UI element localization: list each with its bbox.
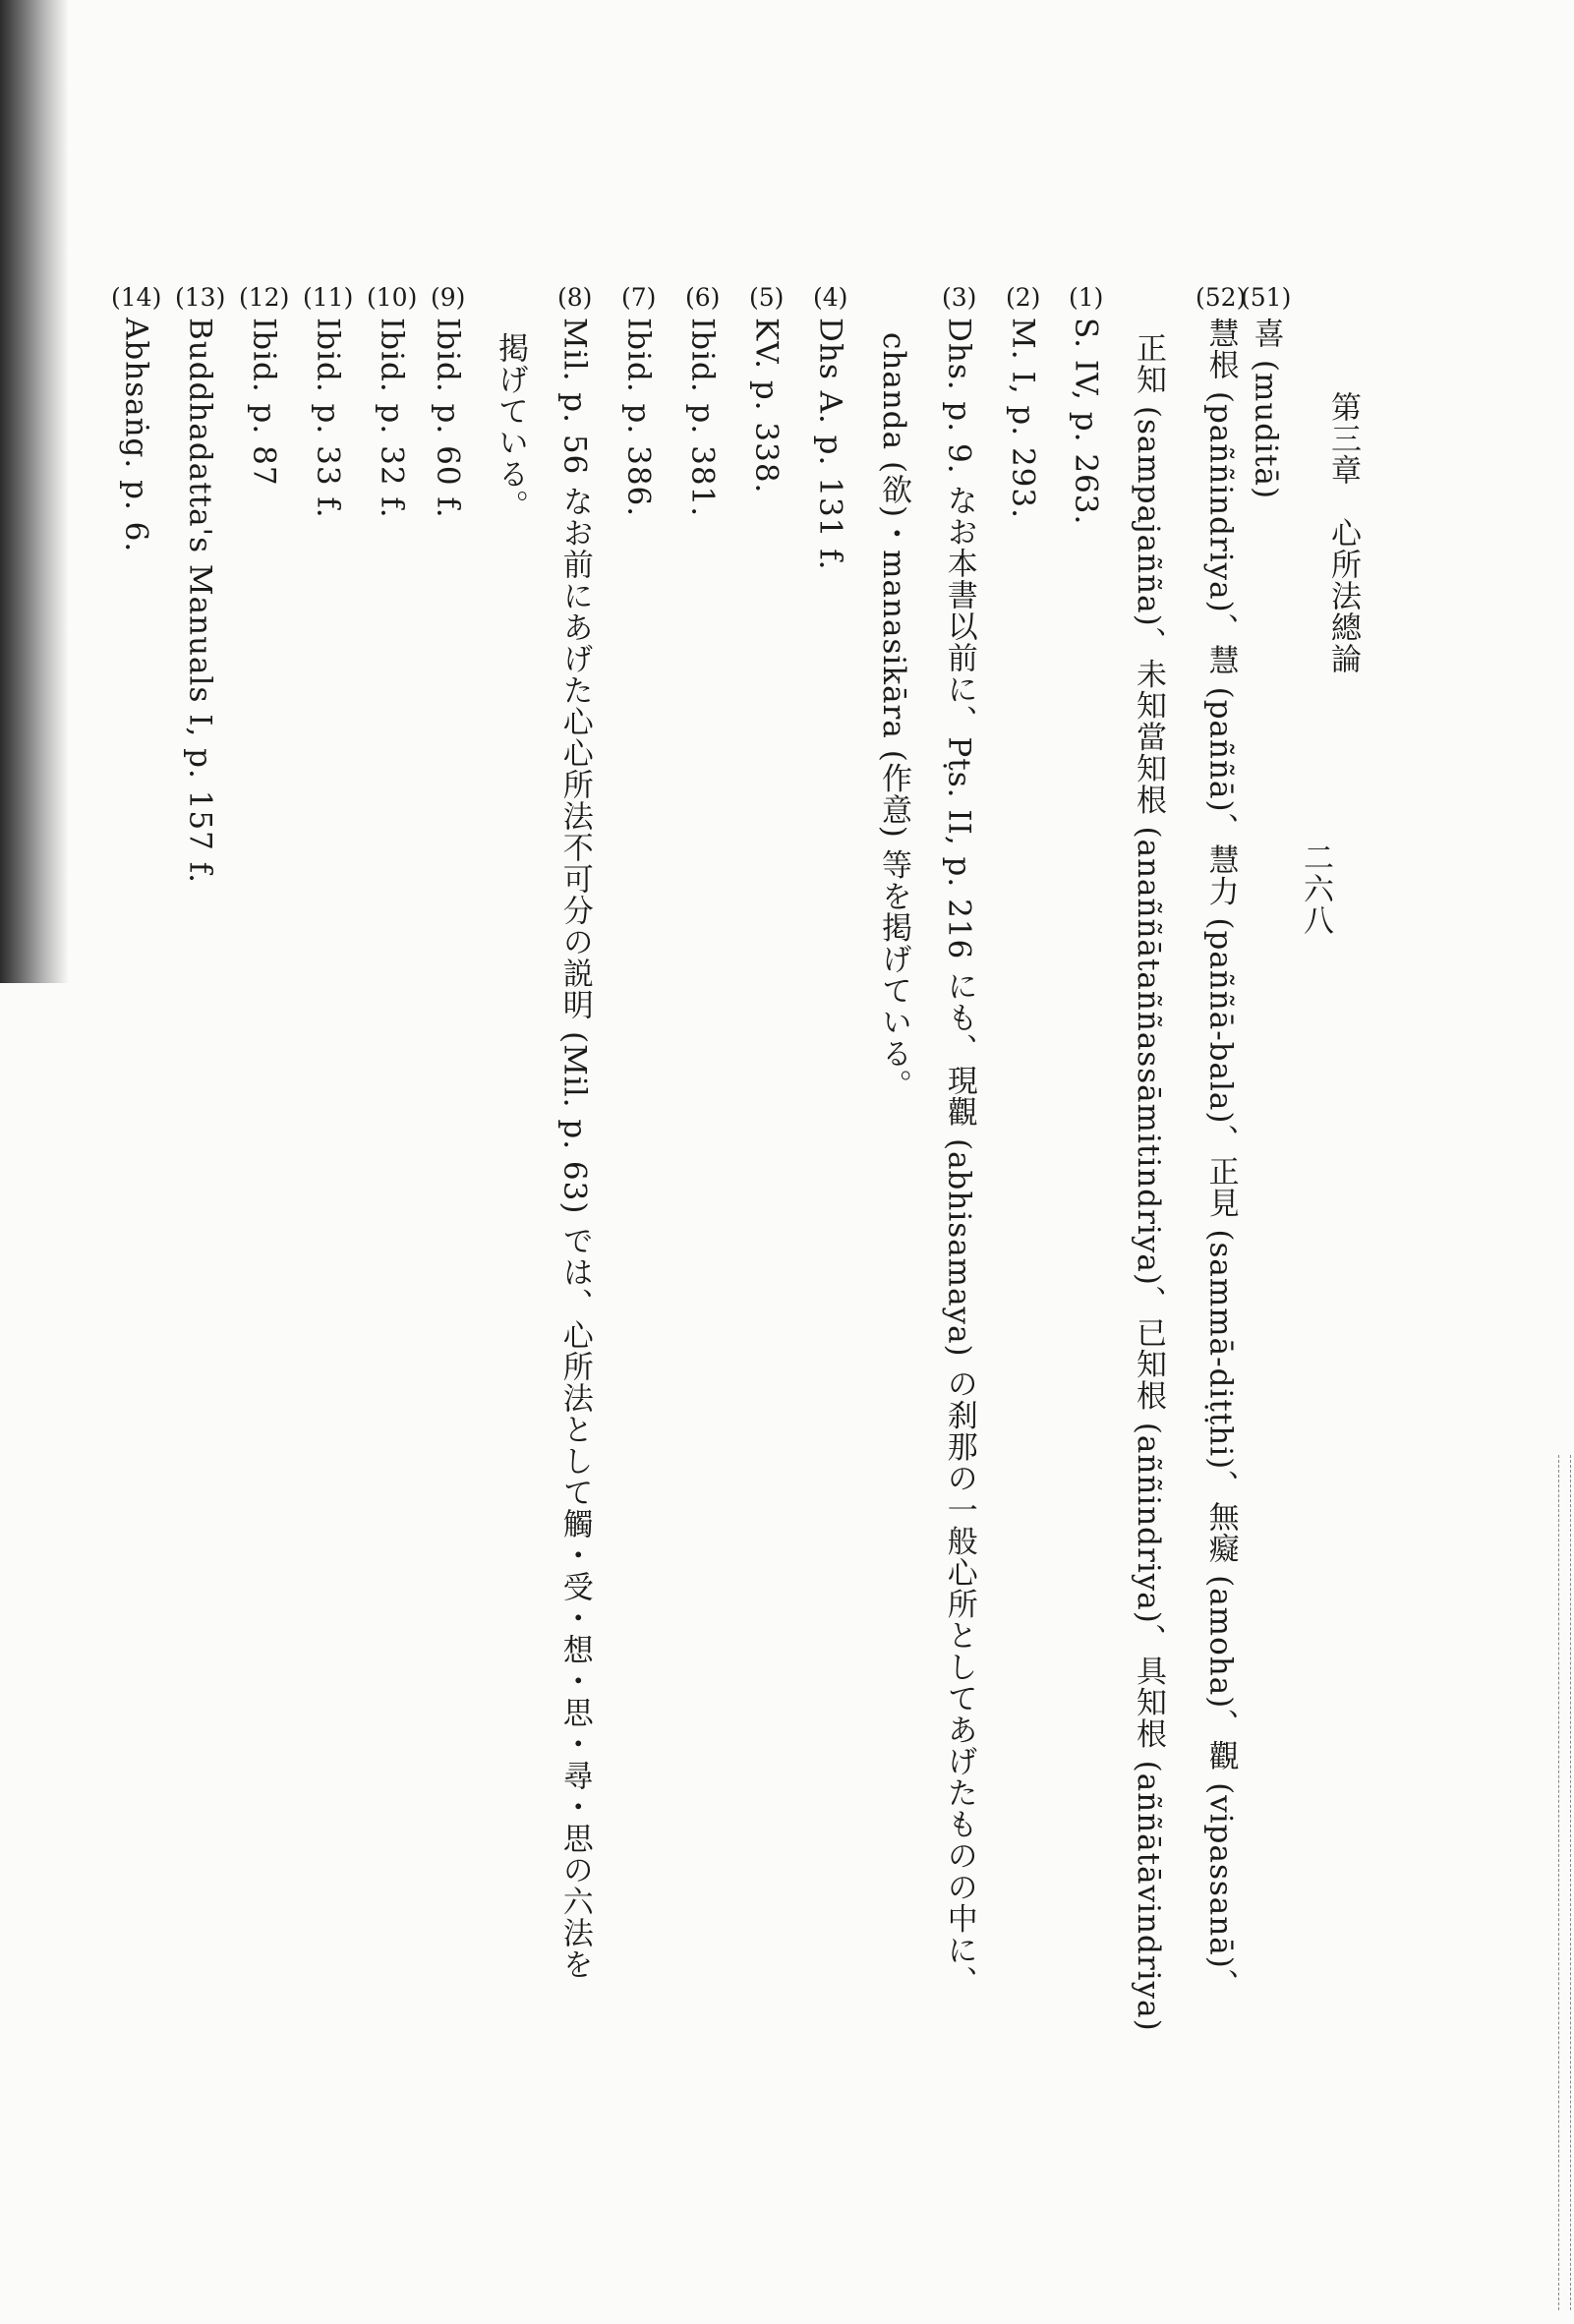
text-line — [621, 283, 656, 517]
text-line — [367, 283, 417, 519]
margin-rule — [1558, 1455, 1559, 2310]
page-number: 二六八 — [1298, 842, 1333, 936]
text-line — [1241, 283, 1291, 499]
chapter-title: 第三章 心所法總論 — [1325, 391, 1361, 674]
note-number: ( 13 ) — [175, 285, 225, 310]
text-line — [557, 283, 592, 1980]
note-number: ( 8 ) — [557, 285, 592, 310]
line-text: Buddhadatta's Manuals I, p. 157 f. — [182, 318, 218, 884]
note-number: ( 3 ) — [942, 285, 976, 310]
margin-rule — [1570, 1455, 1571, 2310]
line-text: Dhs. p. 9. なお本書以前に、Pṭs. II, p. 216 にも、現觀 (abhisamaya) の刹那の一般心所としてあげたものの中に、 — [941, 318, 977, 1998]
text-line — [303, 283, 353, 519]
text-line — [239, 283, 289, 487]
note-number: ( 2 ) — [1006, 285, 1040, 310]
line-text: Ibid. p. 60 f. — [430, 318, 466, 519]
note-number: ( 10 ) — [367, 285, 417, 310]
note-number: ( 11 ) — [303, 285, 353, 310]
note-number: ( 51 ) — [1241, 285, 1291, 310]
line-text: chanda (欲)・manasikāra (作意) 等を掲げている。 — [876, 332, 911, 1101]
line-text: S. IV, p. 263. — [1068, 318, 1104, 526]
text-line — [1131, 326, 1166, 2032]
note-number: ( 14 ) — [111, 285, 161, 310]
text-line — [876, 326, 911, 1101]
note-number: ( 9 ) — [431, 285, 465, 310]
note-number: ( 12 ) — [239, 285, 289, 310]
line-text: 掲げている。 — [493, 332, 528, 521]
line-text: Ibid. p. 87 — [246, 318, 282, 487]
text-line — [111, 283, 161, 552]
line-text: Dhs A. p. 131 f. — [812, 318, 848, 571]
text-line — [1069, 283, 1103, 525]
note-number: ( 1 ) — [1069, 285, 1103, 310]
line-text: Ibid. p. 33 f. — [310, 318, 346, 519]
line-text: 喜 (muditā) — [1248, 318, 1284, 500]
text-line — [813, 283, 847, 570]
line-text: KV. p. 338. — [748, 318, 785, 494]
line-text: Ibid. p. 386. — [620, 318, 657, 518]
line-text: Mil. p. 56 なお前にあげた心心所法不可分の説明 (Mil. p. 63) では、心所法として觸・受・想・思・尋・思の六法を — [556, 318, 593, 1981]
line-text: 正知 (sampajañña)、未知當知根 (anaññātaññassāmitindriya)、已知根 (aññindriya)、具知根 (aññātāvindriya) — [1131, 332, 1166, 2032]
text-line — [685, 283, 720, 517]
line-text: Ibid. p. 32 f. — [374, 318, 410, 519]
text-line — [175, 283, 225, 884]
note-number: ( 52 ) — [1195, 285, 1246, 310]
scan-edge-shadow — [0, 0, 69, 983]
text-line — [493, 326, 528, 521]
note-number: ( 5 ) — [749, 285, 784, 310]
line-text: 慧根 (paññindriya)、慧 (paññā)、慧力 (paññā-bala)、正見 (sammā-diṭṭhi)、無癡 (amoha)、觀 (vipassanā)、 — [1202, 318, 1239, 2001]
note-number: ( 7 ) — [621, 285, 656, 310]
line-text: M. I, p. 293. — [1005, 318, 1041, 519]
text-line — [431, 283, 465, 519]
text-line — [749, 283, 784, 494]
text-line — [1195, 283, 1246, 2001]
text-line — [942, 283, 976, 1998]
text-line — [1006, 283, 1040, 519]
line-text: Ibid. p. 381. — [684, 318, 721, 518]
note-number: ( 4 ) — [813, 285, 847, 310]
line-text: Abhsaṅg. p. 6. — [118, 318, 154, 553]
note-number: ( 6 ) — [685, 285, 720, 310]
